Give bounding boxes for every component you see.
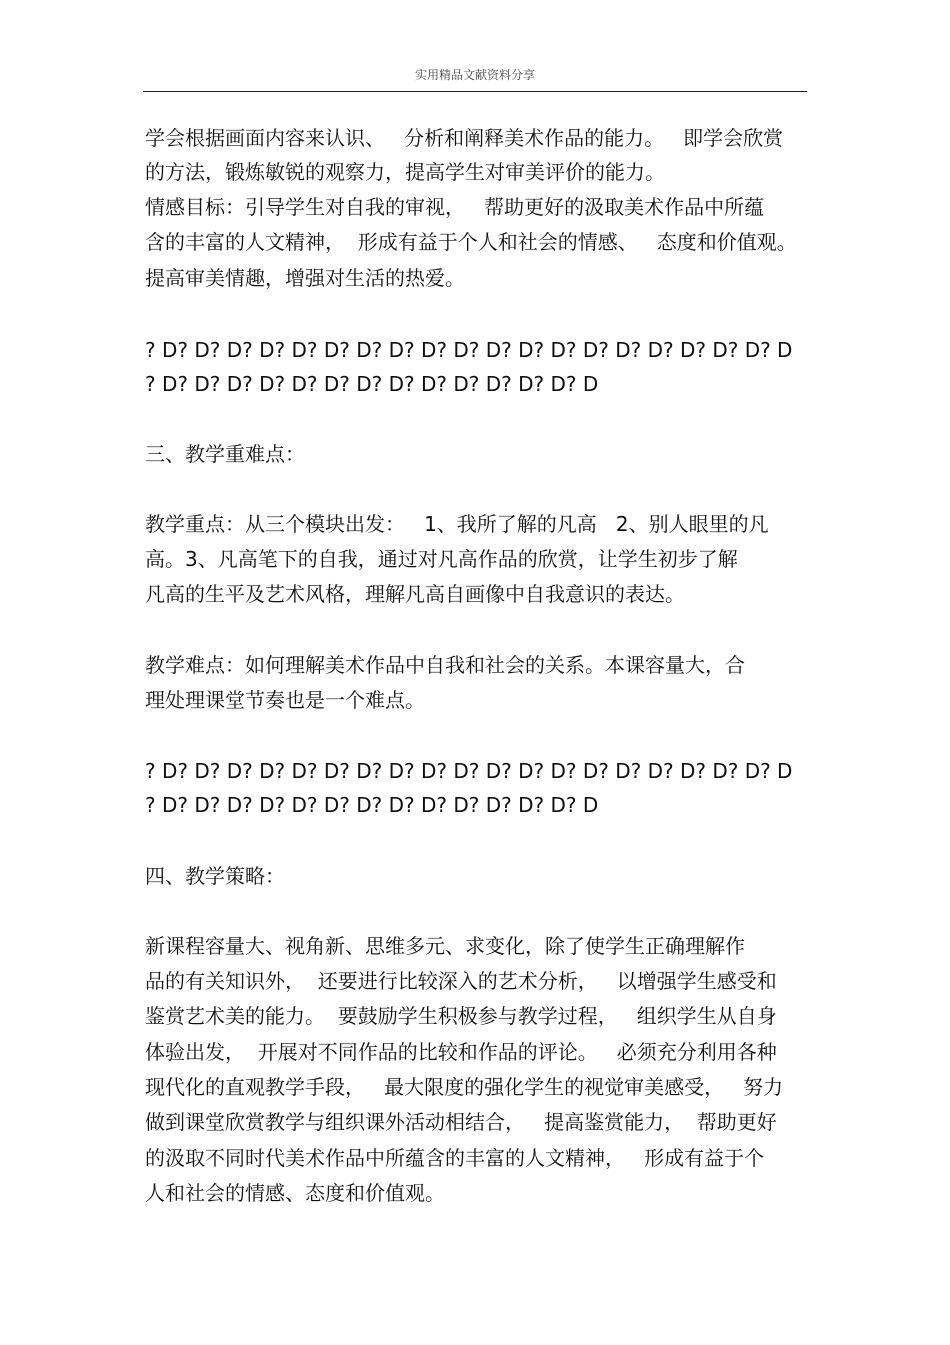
text-line: 新课程容量大、视角新、思维多元、求变化，除了使学生正确理解作 [145,934,745,958]
text-line: 做到课堂欣赏教学与组织课外活动相结合， 提高鉴赏能力， 帮助更好 [145,1110,777,1134]
section-heading: 四、教学策略： [145,864,285,888]
text-line: 凡高的生平及艺术风格，理解凡高自画像中自我意识的表达。 [145,582,685,606]
text-line: 人和社会的情感、态度和价值观。 [145,1181,445,1205]
garbled-line: ? D? D? D? D? D? D? D? D? D? D? D? D? D? D [145,793,599,817]
garbled-line: ? D? D? D? D? D? D? D? D? D? D? D? D? D? D? D? D? D? D? D? D [145,759,793,783]
text-line: 理处理课堂节奏也是一个难点。 [145,688,425,712]
text-line: 学会根据画面内容来认识、 分析和阐释美术作品的能力。 即学会欣赏 [145,126,784,150]
text-line: 品的有关知识外， 还要进行比较深入的艺术分析， 以增强学生感受和 [145,969,777,993]
text-line: 含的丰富的人文精神， 形成有益于个人和社会的情感、 态度和价值观。 [145,230,797,254]
header-divider [143,91,807,92]
text-line: 教学重点：从三个模块出发： 1、我所了解的凡高 2、别人眼里的凡 [145,512,769,536]
text-line: 提高审美情趣，增强对生活的热爱。 [145,266,465,290]
text-line: 的方法，锻炼敏锐的观察力，提高学生对审美评价的能力。 [145,160,665,184]
text-line: 情感目标：引导学生对自我的审视， 帮助更好的汲取美术作品中所蕴 [145,195,765,219]
text-line: 高。3、凡高笔下的自我，通过对凡高作品的欣赏，让学生初步了解 [145,547,738,571]
garbled-line: ? D? D? D? D? D? D? D? D? D? D? D? D? D? D? D? D? D? D? D? D [145,338,793,362]
text-line: 的汲取不同时代美术作品中所蕴含的丰富的人文精神， 形成有益于个 [145,1146,765,1170]
text-line: 鉴赏艺术美的能力。 要鼓励学生积极参与教学过程， 组织学生从自身 [145,1004,777,1028]
garbled-line: ? D? D? D? D? D? D? D? D? D? D? D? D? D? D [145,372,599,396]
text-line: 现代化的直观教学手段， 最大限度的强化学生的视觉审美感受， 努力 [145,1075,784,1099]
text-line: 教学难点：如何理解美术作品中自我和社会的关系。本课容量大，合 [145,653,745,677]
page-header: 实用精品文献资料分享 [414,68,535,82]
section-heading: 三、教学重难点： [145,442,305,466]
text-line: 体验出发， 开展对不同作品的比较和作品的评论。 必须充分利用各种 [145,1040,777,1064]
